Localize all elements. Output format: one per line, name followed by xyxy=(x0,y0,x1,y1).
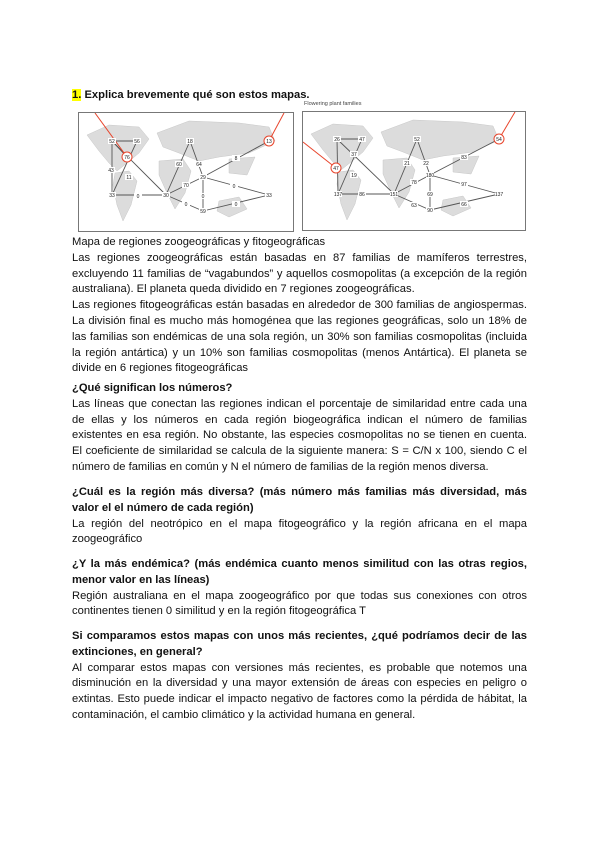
continent-shape xyxy=(381,120,499,160)
map-number-label: 180 xyxy=(425,173,435,179)
map-number-label: 33 xyxy=(266,193,272,199)
section-answer: Región australiana en el mapa zoogeográfico por que todas sus conexiones con otros continentes tienen 0 similitud y en la región fitogeográfica T xyxy=(72,589,527,618)
map-number-label: 59 xyxy=(200,209,206,215)
map-caption: Flowering plant families xyxy=(304,101,362,107)
phyto-paragraph: Las regiones fitogeográficas están basadas en alrededor de 300 familias de angiospermas. La división final es mucho más homogénea que las regiones geográficas, solo un 18% de las familias son endémicas de una sola región, un 30% son familias cosmopolitas (incluida la región antártica) y un 10% son familias cosmopolitas (menos Antártica). El planeta se divide en 6 regiones fitogeográficas xyxy=(72,299,527,375)
map-number-label: 60 xyxy=(176,162,182,168)
map-number-label: 69 xyxy=(427,192,433,198)
map-number-label: 78 xyxy=(411,180,417,186)
continent-shape xyxy=(157,121,275,161)
map-number-label: 66 xyxy=(461,202,467,208)
map-number-label: 37 xyxy=(351,152,357,158)
map-number-label: 8 xyxy=(234,156,238,162)
map-number-label: 21 xyxy=(404,161,410,167)
section-question: Si comparamos estos mapas con unos más recientes, ¿qué podríamos decir de las extinciones, en general? xyxy=(72,630,527,658)
section-answer: La región del neotrópico en el mapa fitogeográfico y la región africana en el mapa zoogeográfico xyxy=(72,517,527,546)
section-question: ¿Y la más endémica? (más endémica cuanto menos similitud con las otras regios, menor valor en las líneas) xyxy=(72,558,527,586)
map-number-label: 18 xyxy=(187,139,193,145)
map-number-label: 86 xyxy=(359,192,365,198)
section-answer: Al comparar estos mapas con versiones más recientes, es probable que notemos una disminución en la diversidad y una mayor extensión de áreas con especies en peligro o extintas. Esto puede indicar el impacto negativo de factores como la pérdida de hábitat, la contaminación, el cambio climático y la actividad humana en general. xyxy=(72,661,527,721)
map-number-label: 0 xyxy=(232,184,236,190)
map-number-label: 63 xyxy=(411,203,417,209)
map-number-label: 0 xyxy=(234,202,238,208)
section-extinctions xyxy=(72,629,527,724)
map-number-label: 54 xyxy=(496,137,502,143)
map-number-label: 52 xyxy=(109,139,115,145)
intro-section xyxy=(72,235,527,377)
map-number-label: 0 xyxy=(201,194,205,200)
zoogeographic-map xyxy=(78,112,294,232)
continent-shape xyxy=(311,124,373,170)
section-question: ¿Qué significan los números? xyxy=(72,382,233,394)
map-number-label: 90 xyxy=(427,208,433,214)
phytogeographic-map xyxy=(302,111,526,231)
phytogeographic-map-figure xyxy=(303,112,525,230)
map-number-label: 0 xyxy=(184,202,188,208)
section-question: ¿Cuál es la región más diversa? (más número más familias más diversidad, más valor el el número de cada región) xyxy=(72,486,527,514)
section-answer: Las líneas que conectan las regiones indican el porcentaje de similaridad entre cada una de ellas y los números en cada región biogeográfica indican el número de familias existentes en esa región. No obstante, las especies cosmopolitas no se tienen en cuenta. El coeficiente de similaridad se calcula de la siguiente manera: S = C/N x 100, siendo C el número de familias en común y N el número de familias de la región menos diversa. xyxy=(72,397,527,473)
section-numbers xyxy=(72,381,527,476)
map-number-label: 64 xyxy=(196,162,202,168)
map-number-label: 151 xyxy=(389,192,399,198)
map-number-label: 26 xyxy=(334,137,340,143)
section-diversity xyxy=(72,485,527,548)
map-number-label: 22 xyxy=(423,161,429,167)
zoo-paragraph: Las regiones zoogeográficas están basadas en 87 familias de mamíferos terrestres, excluyendo 11 familias de “vagabundos” y aquellos cosmopolitas (a excepción de la región australiana). El planeta queda dividido en 7 regiones zoogeográficas. xyxy=(72,251,527,296)
map-number-label: 137 xyxy=(494,192,504,198)
map-number-label: 29 xyxy=(200,175,206,181)
section-endemic xyxy=(72,557,527,620)
maps-caption: Mapa de regiones zoogeográficas y fitogeográficas xyxy=(72,236,326,248)
map-number-label: 70 xyxy=(183,183,189,189)
map-number-label: 47 xyxy=(333,166,339,172)
map-number-label: 47 xyxy=(359,137,365,143)
map-number-label: 13 xyxy=(266,139,272,145)
zoogeographic-map-figure xyxy=(79,113,293,231)
map-number-label: 19 xyxy=(351,173,357,179)
map-number-label: 52 xyxy=(414,137,420,143)
question-number: 1. xyxy=(72,89,82,101)
map-number-label: 0 xyxy=(136,194,140,200)
map-number-label: 33 xyxy=(109,193,115,199)
map-number-label: 83 xyxy=(461,155,467,161)
map-number-label: 11 xyxy=(126,175,132,181)
map-number-label: 43 xyxy=(108,168,114,174)
question-title xyxy=(72,88,527,104)
question-title-text: Explica brevemente qué son estos mapas. xyxy=(81,89,310,101)
map-number-label: 30 xyxy=(163,193,169,199)
map-number-label: 56 xyxy=(134,139,140,145)
map-number-label: 76 xyxy=(124,155,130,161)
map-number-label: 137 xyxy=(333,192,343,198)
map-number-label: 97 xyxy=(461,182,467,188)
